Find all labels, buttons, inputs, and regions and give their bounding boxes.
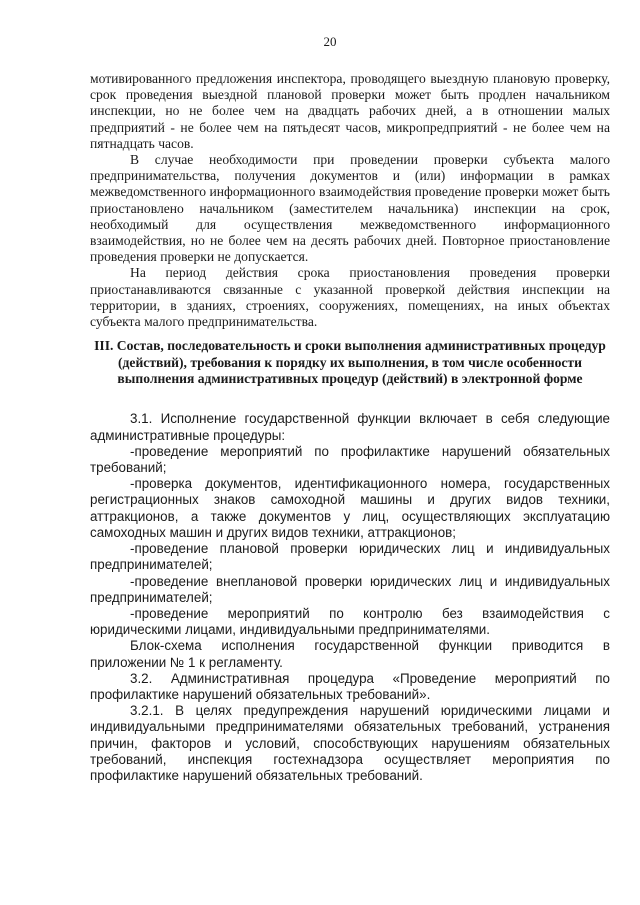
paragraph-3-1: 3.1. Исполнение государственной функции включает в себя следующие административные процедуры: <box>90 411 610 443</box>
paragraph-continuation: мотивированного предложения инспектора, проводящего выездную плановую проверку, срок проведения выездной плановой проверки может быть продлен начальником инспекции, но не более чем на двадцать рабочих дней, а в отношении малых предприятий - не более чем на пятьдесят часов, микропредприятий - не более чем на пятнадцать часов. <box>90 71 610 151</box>
paragraph-3-2-1: 3.2.1. В целях предупреждения нарушений юридическими лицами и индивидуальными предпринимателями обязательных требований, устранения причин, факторов и условий, способствующих нарушениям обязательных требований, инспекция гостехнадзора осуществляет мероприятия по профилактике нарушений обязательных требований. <box>90 703 610 783</box>
paragraph-flowchart: Блок-схема исполнения государственной функции приводится в приложении № 1 к регламенту. <box>90 638 610 670</box>
list-item-prevention: -проведение мероприятий по профилактике нарушений обязательных требований; <box>90 443 610 476</box>
section-heading: III. Состав, последовательность и сроки выполнения административных процедур (действий), требования к порядку их выполнения, в том числе особенности выполнения административных процедур (действий) в электронной форме <box>94 338 606 387</box>
section-text-block <box>90 411 610 784</box>
paragraph-3-2: 3.2. Административная процедура «Проведение мероприятий по профилактике нарушений обязательных требований». <box>90 670 610 702</box>
paragraph-suspension-period: На период действия срока приостановления проведения проверки приостанавливаются связанные с указанной проверкой действия инспекции на территории, в зданиях, строениях, сооружениях, помещениях, на иных объектах субъекта малого предпринимательства. <box>90 265 610 330</box>
page-number: 20 <box>323 34 337 49</box>
list-item-unplanned-inspection: -проведение внеплановой проверки юридических лиц и индивидуальных предпринимателей; <box>90 573 610 605</box>
list-item-no-interaction-control: -проведение мероприятий по контролю без взаимодействия с юридическими лицами, индивидуальными предпринимателями. <box>90 605 610 638</box>
list-item-document-check: -проверка документов, идентификационного номера, государственных регистрационных знаков самоходной машины и других видов техники, аттракционов, а также документов у лиц, осуществляющих эксплуатацию самоходных машин и других видов техники, аттракционов; <box>90 476 610 540</box>
top-text-block <box>90 71 610 330</box>
list-item-planned-inspection: -проведение плановой проверки юридических лиц и индивидуальных предпринимателей; <box>90 541 610 573</box>
paragraph-suspension: В случае необходимости при проведении проверки субъекта малого предпринимательства, получения документов и (или) информации в рамках межведомственного информационного взаимодействия проведение проверки может быть приостановлено начальником (заместителем начальника) инспекции на срок, необходимый для осуществления межведомственного информационного взаимодействия, но не более чем на десять рабочих дней. Повторное приостановление проведения проверки не допускается. <box>90 152 610 265</box>
